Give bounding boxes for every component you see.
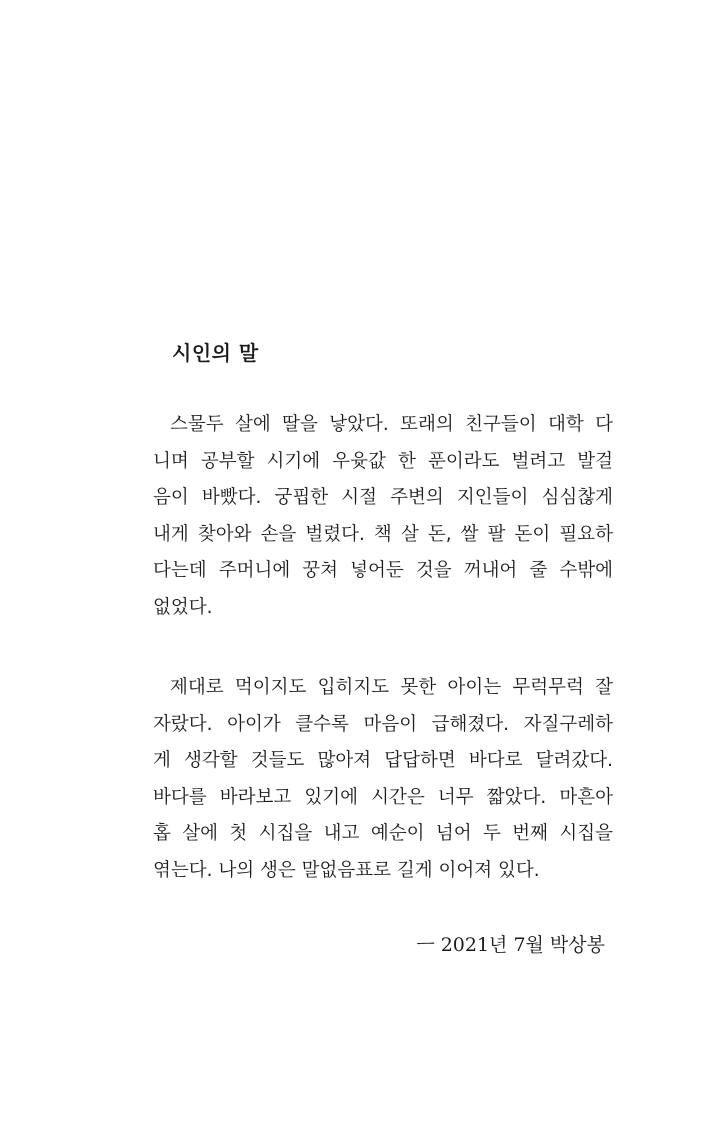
paragraph-2 — [153, 670, 613, 889]
page-title: 시인의 말 — [172, 341, 259, 365]
text-line: 음이 바빴다. 궁핍한 시절 주변의 지인들이 심심찮게 — [153, 487, 613, 508]
text-line: 스물두 살에 딸을 낳았다. 또래의 친구들이 대학 다 — [170, 414, 613, 435]
text-line: 엮는다. 나의 생은 말없음표로 길게 이어져 있다. — [153, 859, 540, 881]
text-line: 없었다. — [153, 596, 213, 618]
text-line: 자랐다. 아이가 클수록 마음이 급해졌다. 자질구레하 — [153, 713, 613, 735]
author-signature: ㅡ 2021년 7월 박상봉 — [416, 934, 605, 956]
text-line: 제대로 먹이지도 입히지도 못한 아이는 무럭무럭 잘 — [170, 677, 613, 698]
text-line: 게 생각할 것들도 많아져 답답하면 바다로 달려갔다. — [153, 750, 613, 771]
paragraph-1 — [153, 407, 613, 626]
text-line: 홉 살에 첫 시집을 내고 예순이 넘어 두 번째 시집을 — [153, 823, 613, 844]
text-line: 내게 찾아와 손을 벌렸다. 책 살 돈, 쌀 팔 돈이 필요하 — [153, 523, 613, 545]
text-line: 바다를 바라보고 있기에 시간은 너무 짧았다. 마흔아 — [153, 786, 613, 808]
text-line: 다는데 주머니에 꿍쳐 넣어둔 것을 꺼내어 줄 수밖에 — [153, 560, 613, 581]
text-line: 니며 공부할 시기에 우윳값 한 푼이라도 벌려고 발걸 — [153, 450, 613, 472]
